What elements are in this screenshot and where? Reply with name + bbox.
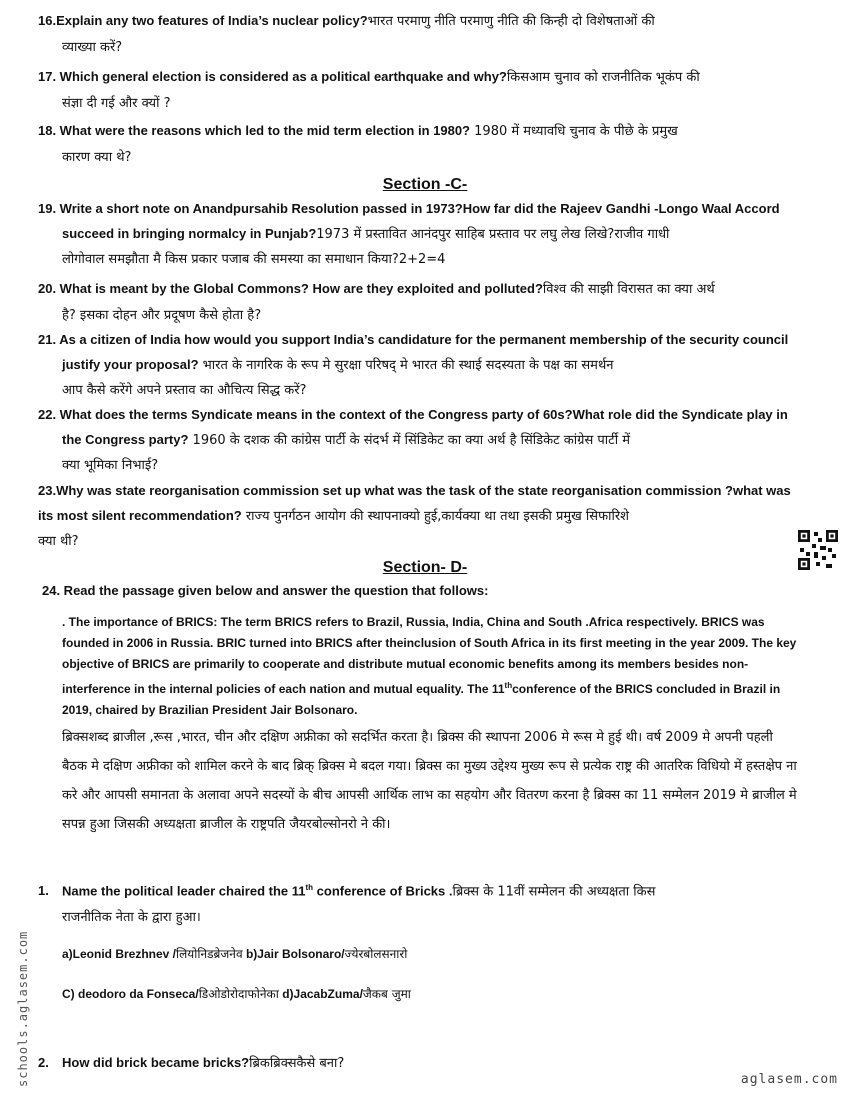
question-23-hi: राज्य पुनर्गठन आयोग की स्थापनाक्यो हुई,कार्यक्या था तथा इसकी प्रमुख सिफारिशे: [241, 509, 629, 524]
sub-question-1-en-end: conference of Bricks .: [313, 883, 453, 899]
question-21-hi-cont: आप कैसे करेंगे अपने प्रस्ताव का औचित्य सिद्ध करें?: [62, 383, 307, 398]
option-d-hi: जैकब जुमा: [362, 987, 411, 1001]
question-23-line2: [38, 503, 798, 529]
question-22-hi: 1960 के दशक की कांग्रेस पार्टी के संदर्भ में सिंडिकेट का क्या अर्थ है सिंडिकेट कांग्रेस पार्टी में: [188, 433, 630, 448]
question-17-hi-cont: संज्ञा दी गई और क्यों ?: [62, 96, 171, 111]
passage-english-sup: th: [504, 681, 513, 690]
passage-english-text-end: conference of the BRICS concluded in Brazil in 2019, chaired by Brazilian President Jair Bolsonaro.: [62, 682, 781, 717]
sub-question-2-hi: ब्रिकब्रिक्सकैसे बना?: [249, 1056, 345, 1071]
question-18-hi: 1980 में मध्यावधि चुनाव के पीछे के प्रमुख: [470, 124, 678, 139]
question-19-en: 19. Write a short note on Anandpursahib Resolution passed in 1973?How far did the Rajeev Gandhi -Longo Waal Accord: [38, 201, 780, 216]
option-a-en: a)Leonid Brezhnev /: [62, 947, 177, 961]
question-20-hi: विश्व की साझी विरासत का क्या अर्थ: [542, 282, 715, 297]
question-16: [38, 8, 798, 61]
side-watermark: schools.aglasem.com: [16, 930, 30, 1087]
option-d-en: d)JacabZuma/: [278, 987, 363, 1001]
options-row-2: [62, 985, 411, 1002]
sub-question-2: [38, 1050, 798, 1077]
passage-hindi: ब्रिक्सशब्द ब्राजील ,रूस ,भारत, चीन और दक्षिण अफ्रीका को सदर्भित करता है। ब्रिक्स की स्थापना 2006 मे रूस मे हुई थी। वर्ष 2009 मे अपनी पहली बैठक मे दक्षिण अफ्रीका को शामिल करने के बाद ब्रिक् ब्रिक्स मे बदल गया। ब्रिक्स का मुख्य उद्देश्य मुख्य रूप से प्रत्येक राष्ट्र की आतरिक विधियो में हस्तक्षेप ना करे और आपसी समानता के अलावा अपने सदस्यों के बीच आपसी आर्थिक लाभ का सहयोग और वितरण करना है ब्रिक्स का 11 सम्मेलन 2019 मे ब्राजील मे सपन्न हुआ जिसकी अध्यक्षता ब्राजील के राष्ट्रपति जैयरबोल्सोनरो ने की।: [62, 730, 797, 832]
question-17-hi: किसआम चुनाव को राजनीतिक भूकंप की: [506, 70, 700, 85]
question-22: [38, 402, 798, 478]
question-23: [38, 478, 798, 554]
question-16-en: 16.Explain any two features of India’s nuclear policy?: [38, 13, 368, 28]
section-c-heading: Section -C-: [382, 176, 468, 193]
sub-question-1-hi-cont: राजनीतिक नेता के द्वारा हुआ।: [62, 910, 201, 926]
question-16-hi: भारत परमाणु नीति परमाणु नीति की किन्ही दो विशेषताओं की: [367, 14, 655, 29]
passage-english: [62, 612, 797, 721]
question-21-en: 21. As a citizen of India how would you support India’s candidature for the permanent membership of the security council: [38, 332, 789, 347]
option-a-hi: लियोनिडब्रेजनेव: [176, 947, 243, 961]
option-c-hi: डिओडोरोदाफोनेका: [198, 987, 279, 1001]
question-18-en: 18. What were the reasons which led to the mid term election in 1980?: [38, 123, 471, 138]
question-22-line2: [38, 427, 798, 453]
question-20: [38, 276, 798, 329]
question-21-hi: भारत के नागरिक के रूप मे सुरक्षा परिषद् मे भारत की स्थाई सदस्यता के पक्ष का समर्थन: [198, 358, 614, 373]
question-23-en-cont: its most silent recommendation?: [38, 508, 242, 523]
question-19-line2: [38, 221, 798, 247]
question-17-en: 17. Which general election is considered as a political earthquake and why?: [38, 69, 507, 84]
sub-question-1-en: Name the political leader chaired the 11: [62, 883, 306, 899]
sub-question-2-num: 2.: [38, 1055, 49, 1070]
sub-question-1: [38, 875, 798, 931]
question-23-en: 23.Why was state reorganisation commission set up what was the task of the state reorganisation commission ?what was: [38, 483, 791, 498]
question-20-en: 20. What is meant by the Global Commons? How are they exploited and polluted?: [38, 281, 543, 296]
sub-question-2-en: How did brick became bricks?: [62, 1055, 250, 1070]
question-21: [38, 327, 798, 403]
option-b-en: b)Jair Bolsonaro/: [242, 947, 345, 961]
question-19: [38, 196, 798, 272]
question-24-intro: 24. Read the passage given below and answer the question that follows:: [42, 583, 489, 598]
sub-question-1-sup: th: [305, 883, 314, 892]
question-21-en-cont: justify your proposal?: [62, 357, 199, 372]
sub-question-1-hi: ब्रिक्स के 11वीं सम्मेलन की अध्यक्षता किस: [452, 884, 656, 900]
question-22-en: 22. What does the terms Syndicate means in the context of the Congress party of 60s?What role did the Syndicate play in: [38, 407, 788, 422]
question-18: [38, 118, 798, 171]
question-18-hi-cont: कारण क्या थे?: [62, 150, 132, 165]
question-17: [38, 64, 798, 117]
question-19-en-cont: succeed in bringing normalcy in Punjab?: [62, 226, 317, 241]
option-b-hi: ज्येरबोलसनारो: [344, 947, 408, 961]
question-19-hi: 1973 में प्रस्तावित आनंदपुर साहिब प्रस्ताव पर लघु लेख लिखे?राजीव गाधी: [316, 227, 670, 242]
footer-watermark: aglasem.com: [740, 1072, 838, 1087]
passage-english-text: . The importance of BRICS: The term BRICS refers to Brazil, Russia, India, China and South .Africa respectively. BRICS was founded in 2006 in Russia. BRIC turned into BRICS after theinclusion of South Africa in its first meeting in the year 2009. The key objective of BRICS are primarily to cooperate and distribute mutual economic benefits among its members besides non-interference in the internal policies of each nation and mutual equality. The 11: [62, 615, 797, 696]
question-22-en-cont: the Congress party?: [62, 432, 189, 447]
question-22-hi-cont: क्या भूमिका निभाई?: [62, 458, 159, 473]
question-16-hi-cont: व्याख्या करें?: [62, 40, 123, 55]
section-d-heading: Section- D-: [382, 559, 468, 576]
option-c-en: C) deodoro da Fonseca/: [62, 987, 199, 1001]
question-19-hi-cont: लोगोवाल समझौता मै किस प्रकार पजाब की समस्या का समाधान किया?2+2=4: [62, 252, 446, 267]
question-23-hi-cont: क्या थी?: [38, 534, 79, 549]
question-21-line2: [38, 352, 798, 378]
question-20-hi-cont: है? इसका दोहन और प्रदूषण कैसे होता है?: [62, 308, 262, 323]
options-row-1: [62, 945, 407, 962]
sub-question-1-num: 1.: [38, 883, 49, 899]
